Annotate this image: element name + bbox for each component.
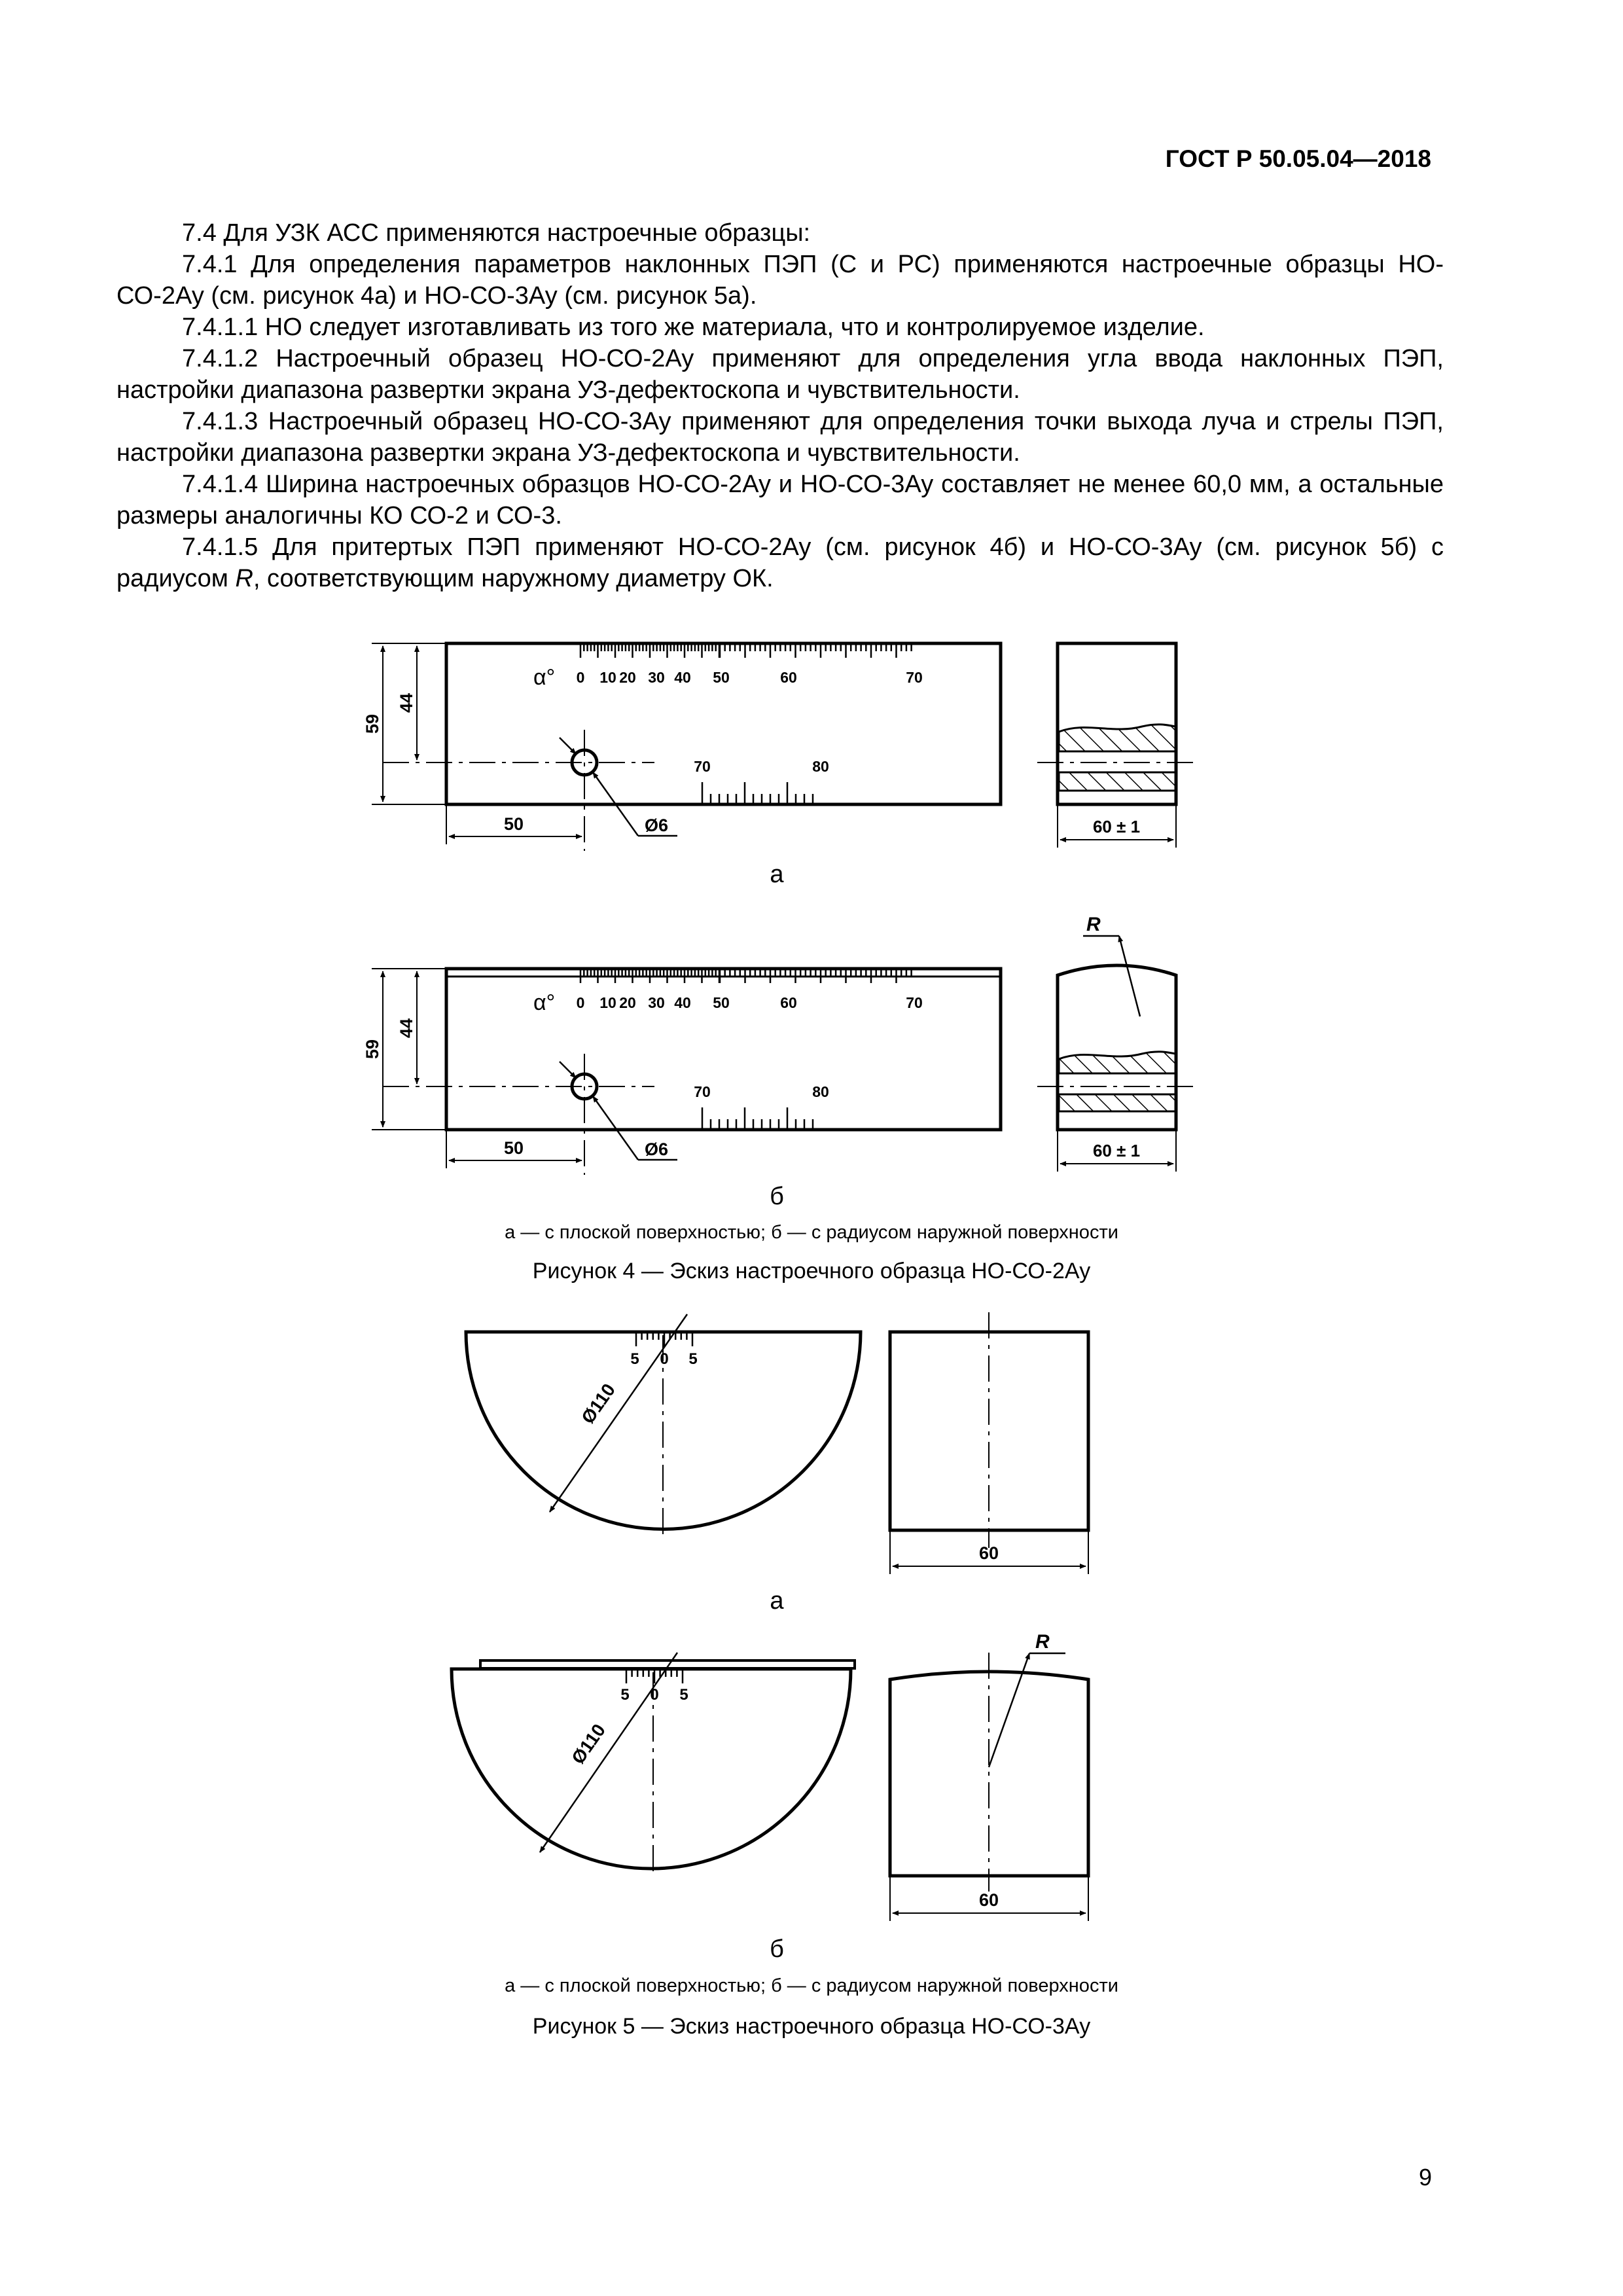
figure-5-caption: Рисунок 5 — Эскиз настроечного образца НО-СО-3Ау <box>532 2014 1091 2039</box>
paragraph-text: , соответствующим наружному диаметру ОК. <box>253 565 774 592</box>
dimension-width: 60 <box>978 1543 999 1563</box>
section-hatch <box>1059 772 1175 791</box>
diameter-label: Ø110 <box>577 1380 620 1427</box>
scale-label: 0 <box>660 1350 669 1368</box>
dimension-50: 50 <box>503 1138 524 1158</box>
upper-scale-labels <box>577 994 923 1011</box>
angle-scale <box>636 1332 692 1346</box>
figure-5a <box>466 1312 1088 1615</box>
scale-label: 20 <box>619 669 636 686</box>
subfigure-label-a: а <box>770 1587 784 1615</box>
section-hatch <box>1059 1094 1175 1111</box>
diameter-label: Ø110 <box>567 1720 610 1768</box>
scale-label: 20 <box>619 994 636 1011</box>
scale-label: 30 <box>648 994 665 1011</box>
lower-angle-scale <box>702 1107 813 1130</box>
scale-label: 0 <box>650 1686 659 1704</box>
scale-label: 80 <box>812 1083 829 1100</box>
angle-scale <box>626 1669 683 1683</box>
dimension-44: 44 <box>397 692 416 713</box>
paragraph: 7.4.1.2 Настроечный образец НО-СО-2Ау применяют для определения угла ввода наклонных ПЭП, настройки диапазона развертки экрана УЗ-дефектоскопа и чувствительности. <box>116 345 1444 404</box>
alpha-label: α° <box>533 990 556 1015</box>
alpha-label: α° <box>533 665 556 690</box>
figure-4b <box>363 914 1198 1210</box>
scale-label: 5 <box>630 1350 639 1368</box>
scale-label: 60 <box>780 994 797 1011</box>
upper-scale-labels <box>577 669 923 686</box>
scale-label: 70 <box>906 994 923 1011</box>
scale-label: 70 <box>694 1083 711 1100</box>
radius-label: R <box>1035 1631 1050 1653</box>
paragraph-text: 7.4.1.5 Для притертых ПЭП применяют НО-СО-2Ау (см. рисунок 4б) и НО-СО-3Ау (см. рисунок 5б) с радиусом <box>116 533 1444 592</box>
radius-symbol: R <box>235 565 253 592</box>
subfigure-label-b: б <box>770 1935 784 1963</box>
scale-label: 40 <box>674 994 691 1011</box>
scale-label: 10 <box>599 669 616 686</box>
scale-label: 30 <box>648 669 665 686</box>
scale-label: 0 <box>576 669 585 686</box>
scale-label: 10 <box>599 994 616 1011</box>
scale-label: 5 <box>679 1686 688 1704</box>
paragraph: 7.4.1.3 Настроечный образец НО-СО-3Ау применяют для определения точки выхода луча и стрелы ПЭП, настройки диапазона развертки экрана УЗ-дефектоскопа и чувствительности. <box>116 408 1444 467</box>
scale-label: 70 <box>694 758 711 775</box>
subfigure-label-b: б <box>770 1183 784 1210</box>
paragraph: 7.4.1.4 Ширина настроечных образцов НО-СО-2Ау и НО-СО-3Ау составляет не менее 60,0 мм, а остальные размеры аналогичны КО СО-2 и СО-3. <box>116 471 1444 529</box>
hole-dimension: Ø6 <box>645 1139 669 1159</box>
hole-leader <box>560 738 576 754</box>
document-header: ГОСТ Р 50.05.04—2018 <box>1165 145 1431 172</box>
figure-5-subcaption: а — с плоской поверхностью; б — с радиусом наружной поверхности <box>505 1975 1118 1996</box>
paragraph: 7.4.1.1 НО следует изготавливать из того же материала, что и контролируемое изделие. <box>182 314 1205 341</box>
scale-label: 50 <box>713 669 730 686</box>
dimension-44: 44 <box>397 1018 416 1039</box>
dimension-width: 60 ± 1 <box>1092 817 1141 836</box>
dimension-50: 50 <box>503 814 524 834</box>
hole-leader <box>560 1062 576 1078</box>
block-front-view <box>446 969 1001 1130</box>
figure-4a <box>363 643 1198 888</box>
scale-label: 60 <box>780 669 797 686</box>
subfigure-label-a: а <box>770 861 784 888</box>
figure-4-subcaption: а — с плоской поверхностью; б — с радиусом наружной поверхности <box>505 1222 1118 1243</box>
radius-leader <box>1119 936 1140 1016</box>
upper-angle-scale <box>580 643 912 658</box>
figure-4-caption: Рисунок 4 — Эскиз настроечного образца НО-СО-2Ау <box>532 1259 1091 1283</box>
scale-label: 40 <box>674 669 691 686</box>
scale-label: 0 <box>576 994 585 1011</box>
paragraph: 7.4 Для УЗК АСС применяются настроечные образцы: <box>182 219 811 247</box>
scale-label: 5 <box>688 1350 698 1368</box>
section-hatch <box>1059 1052 1175 1073</box>
radius-label: R <box>1086 914 1101 935</box>
scale-label: 80 <box>812 758 829 775</box>
paragraph: 7.4.1 Для определения параметров наклонных ПЭП (С и РС) применяются настроечные образцы НО-СО-2Ау (см. рисунок 4а) и НО-СО-3Ау (см. рисунок 5а). <box>116 251 1444 310</box>
diameter-line <box>550 1314 687 1512</box>
hole-dimension: Ø6 <box>645 816 669 835</box>
lower-angle-scale <box>702 782 813 804</box>
section-hatch <box>1059 725 1175 751</box>
figure-5b <box>452 1631 1088 1963</box>
dimension-59: 59 <box>363 713 382 734</box>
scale-label: 50 <box>713 994 730 1011</box>
scale-label: 70 <box>906 669 923 686</box>
page-number: 9 <box>1418 2164 1432 2191</box>
dimension-width: 60 ± 1 <box>1092 1141 1141 1160</box>
scale-label: 5 <box>620 1686 630 1704</box>
block-front-view <box>446 643 1001 804</box>
diameter-line <box>540 1653 677 1852</box>
dimension-59: 59 <box>363 1039 382 1060</box>
dimension-width: 60 <box>978 1890 999 1910</box>
